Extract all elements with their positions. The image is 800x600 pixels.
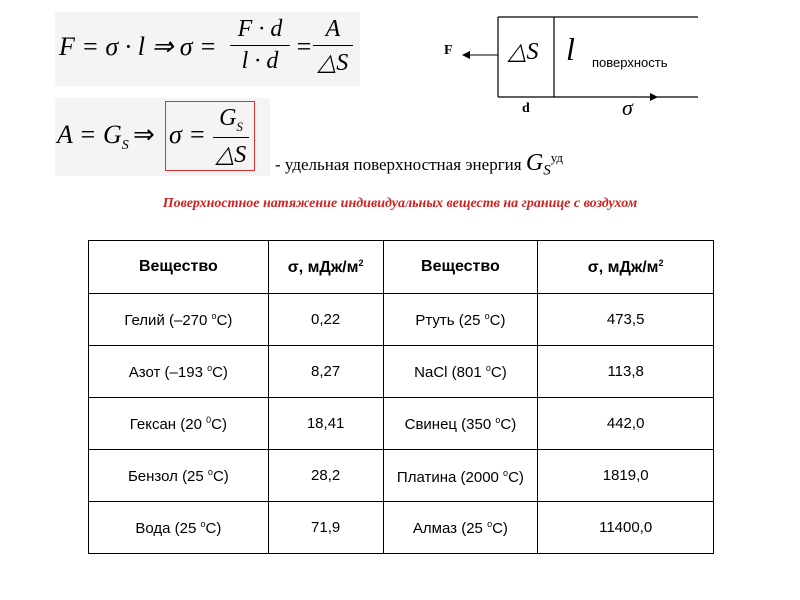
substance-cell-unit: С) <box>492 519 508 537</box>
formula2-fraction <box>213 105 249 169</box>
fraction-denominator: △S <box>215 141 247 168</box>
header-sigma-2 <box>538 241 714 294</box>
substance-cell-unit: С) <box>212 467 229 485</box>
substance-cell-name: Вода (25 <box>135 519 201 537</box>
table-row <box>89 450 714 502</box>
substance-cell <box>89 346 269 398</box>
table-title: Поверхностное натяжение индивидуальных веществ на границе с воздухом <box>162 196 638 211</box>
substance-cell-name: Свинец (350 <box>404 415 496 433</box>
surface-diagram <box>440 15 705 125</box>
substance-cell <box>383 398 538 450</box>
energy-note-text: - удельная поверхностная энергия <box>275 155 522 174</box>
substance-cell <box>383 450 538 502</box>
fraction-denominator: l · d <box>241 48 279 74</box>
table-row <box>89 398 714 450</box>
formula2-lhs <box>57 120 129 154</box>
header-sigma-1-exponent: 2 <box>358 257 364 268</box>
substance-cell <box>383 502 538 554</box>
header-sigma-1 <box>268 241 383 294</box>
substance-cell <box>89 294 269 346</box>
degree-mark: о <box>495 414 501 425</box>
formula1-fraction-1 <box>230 16 290 75</box>
formula-work-energy <box>55 98 270 176</box>
fraction-numerator-text: G <box>219 105 237 131</box>
substance-cell-unit: С) <box>212 363 228 381</box>
header-substance-2-text: Вещество <box>421 258 500 275</box>
sigma-value-cell: 473,5 <box>538 294 714 346</box>
substance-cell-name: Гексан (20 <box>129 415 207 433</box>
length-label: l <box>566 31 575 67</box>
substance-cell-name: NaCl (801 <box>414 363 486 381</box>
sigma-value-cell: 11400,0 <box>538 502 714 554</box>
fraction-numerator: A <box>325 16 341 42</box>
energy-symbol-superscript: уд <box>550 150 563 165</box>
energy-note <box>275 150 563 179</box>
force-label: F <box>444 43 453 58</box>
sigma-value-cell: 0,22 <box>268 294 383 346</box>
degree-mark: о <box>484 310 490 321</box>
surface-tension-table <box>88 240 714 554</box>
fraction-numerator: F · d <box>237 16 283 42</box>
sigma-value-cell: 8,27 <box>268 346 383 398</box>
header-sigma-2-exponent: 2 <box>658 257 664 268</box>
formula1-fraction-2 <box>313 16 353 77</box>
degree-mark: о <box>207 466 213 477</box>
fraction-numerator-subscript: S <box>236 118 243 134</box>
substance-cell-name: Азот (–193 <box>128 363 208 381</box>
formula-sigma-definition <box>55 12 360 86</box>
equals-sign: = <box>295 32 313 61</box>
fraction-denominator: △S <box>317 50 349 76</box>
degree-mark: 0 <box>206 414 212 425</box>
sigma-value-cell: 113,8 <box>538 346 714 398</box>
fraction-numerator <box>213 105 249 135</box>
substance-cell-name: Гелий (–270 <box>124 311 212 329</box>
sigma-value-cell: 28,2 <box>268 450 383 502</box>
table-row <box>89 346 714 398</box>
substance-cell <box>89 450 269 502</box>
substance-cell-unit: С) <box>216 311 233 329</box>
formula1-lhs: F = σ · l ⇒ σ = <box>59 32 217 61</box>
header-substance-1-text: Вещество <box>138 258 218 275</box>
substance-cell-unit: С) <box>205 519 222 537</box>
substance-cell-unit: С) <box>490 363 507 381</box>
d-label: d <box>522 101 530 116</box>
substance-cell <box>89 502 269 554</box>
degree-mark: о <box>485 362 491 373</box>
substance-cell-unit: С) <box>211 415 227 433</box>
formula2-sigma: σ = <box>169 120 206 149</box>
degree-mark: о <box>503 468 509 478</box>
substance-cell-unit: С) <box>489 311 506 329</box>
table-row <box>89 502 714 554</box>
degree-mark: о <box>487 518 493 529</box>
header-substance-2 <box>383 241 538 294</box>
substance-cell-unit: С) <box>508 469 524 486</box>
energy-symbol-subscript: S <box>543 162 551 179</box>
sigma-label: σ <box>622 95 633 120</box>
header-sigma-1-text: σ, мДж/м <box>287 258 359 276</box>
substance-cell-name: Алмаз (25 <box>412 519 488 537</box>
sigma-value-cell: 18,41 <box>268 398 383 450</box>
formula2-lhs-text: A = G <box>57 120 122 149</box>
implies-arrow: ⇒ <box>133 120 155 149</box>
substance-cell-name: Бензол (25 <box>127 467 208 485</box>
degree-mark: о <box>211 310 217 321</box>
formula2-lhs-subscript: S <box>121 138 129 154</box>
table-header-row <box>89 241 714 294</box>
sigma-value-cell: 442,0 <box>538 398 714 450</box>
surface-label: поверхность <box>592 55 668 70</box>
substance-cell <box>89 398 269 450</box>
substance-cell <box>383 294 538 346</box>
area-label: △S <box>508 39 539 65</box>
energy-symbol: G <box>525 150 544 176</box>
substance-cell-name: Платина (2000 <box>396 469 504 486</box>
table-row <box>89 294 714 346</box>
substance-cell <box>383 346 538 398</box>
header-sigma-2-text: σ, мДж/м <box>587 258 659 276</box>
substance-cell-unit: С) <box>500 415 517 433</box>
substance-cell-name: Ртуть (25 <box>415 311 485 329</box>
sigma-value-cell: 1819,0 <box>538 450 714 502</box>
degree-mark: о <box>200 518 206 529</box>
degree-mark: о <box>207 362 213 373</box>
header-substance-1 <box>89 241 269 294</box>
sigma-value-cell: 71,9 <box>268 502 383 554</box>
